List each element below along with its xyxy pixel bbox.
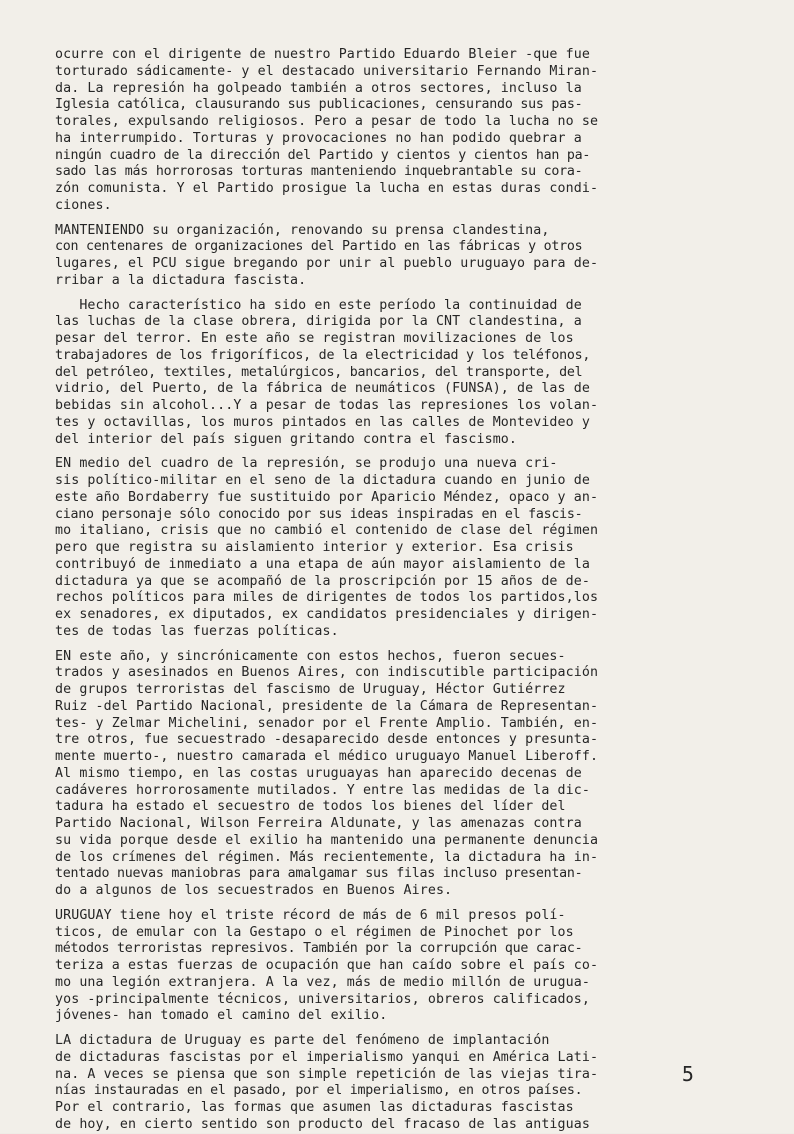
- paragraph: [55, 908, 770, 1025]
- text-line: vidrio, del Puerto, de la fábrica de neumáticos (FUNSA), de las de: [55, 381, 590, 397]
- text-line: Hecho característico ha sido en este período la continuidad de: [55, 297, 582, 313]
- paragraph: [55, 1033, 770, 1134]
- text-line: Ruiz -del Partido Nacional, presidente de la Cámara de Representan-: [55, 698, 599, 714]
- text-line: sis político-militar en el seno de la dictadura cuando en junio de: [55, 473, 590, 488]
- text-line: do a algunos de los secuestrados en Buenos Aires.: [55, 883, 453, 898]
- text-line: zón comunista. Y el Partido prosigue la lucha en estas duras condi-: [55, 181, 599, 196]
- text-line: da. La represión ha golpeado también a otros sectores, incluso la: [55, 80, 582, 96]
- paragraph: [55, 298, 770, 449]
- text-line: rribar a la dictadura fascista.: [55, 272, 307, 288]
- text-line: de grupos terroristas del fascismo de Uruguay, Héctor Gutiérrez: [55, 682, 566, 697]
- text-line: tes de todas las fuerzas políticas.: [55, 623, 339, 639]
- text-line: Iglesia católica, clausurando sus publicaciones, censurando sus pas-: [55, 97, 583, 113]
- text-line: bebidas sin alcohol...Y a pesar de todas las represiones los volan-: [55, 398, 599, 413]
- text-line: yos -principalmente técnicos, universitarios, obreros calificados,: [55, 991, 590, 1007]
- text-line: ocurre con el dirigente de nuestro Partido Eduardo Bleier -que fue: [55, 47, 590, 62]
- text-line: tre otros, fue secuestrado -desaparecido desde entonces y presunta-: [55, 732, 599, 748]
- text-line: mo una legión extranjera. A la vez, más de medio millón de urugua-: [55, 974, 590, 990]
- page-number: 5: [681, 1062, 694, 1086]
- text-line: EN medio del cuadro de la represión, se produjo una nueva cri-: [55, 456, 558, 472]
- text-line: torturado sádicamente- y el destacado universitario Fernando Miran-: [55, 63, 599, 79]
- text-line: ex senadores, ex diputados, ex candidatos presidenciales y dirigen-: [55, 607, 599, 622]
- paragraph: [55, 456, 770, 640]
- paragraph: [55, 47, 770, 215]
- text-line: tentado nuevas maniobras para amalgamar sus filas incluso presentan-: [55, 866, 583, 882]
- text-line: pesar del terror. En este año se registran movilizaciones de los: [55, 331, 574, 346]
- text-line: MANTENIENDO su organización, renovando su prensa clandestina,: [55, 222, 550, 238]
- text-line: este año Bordaberry fue sustituido por Aparicio Méndez, opaco y an-: [55, 489, 599, 505]
- text-line: rechos políticos para miles de dirigentes de todos los partidos,los: [55, 590, 599, 606]
- text-line: del petróleo, textiles, metalúrgicos, bancarios, del transporte, del: [55, 364, 583, 380]
- text-line: na. A veces se piensa que son simple repetición de las viejas tira-: [55, 1066, 599, 1082]
- text-line: EN este año, y sincrónicamente con estos hechos, fueron secues-: [55, 648, 566, 664]
- text-line: métodos terroristas represivos. También por la corrupción que carac-: [55, 941, 583, 957]
- text-line: Por el contrario, las formas que asumen las dictaduras fascistas: [55, 1100, 574, 1115]
- text-line: teriza a estas fuerzas de ocupación que han caído sobre el país co-: [55, 958, 599, 973]
- text-line: ticos, de emular con la Gestapo o el régimen de Pinochet por los: [55, 924, 574, 940]
- paragraph: [55, 223, 770, 290]
- text-line: del interior del país siguen gritando contra el fascismo.: [55, 431, 518, 447]
- text-line: Partido Nacional, Wilson Ferreira Aldunate, y las amenazas contra: [55, 816, 582, 831]
- text-line: Al mismo tiempo, en las costas uruguayas han aparecido decenas de: [55, 765, 582, 781]
- text-line: tadura ha estado el secuestro de todos los bienes del líder del: [55, 799, 566, 815]
- text-line: pero que registra su aislamiento interior y exterior. Esa crisis: [55, 540, 574, 555]
- text-line: mo italiano, crisis que no cambió el contenido de clase del régimen: [55, 523, 599, 539]
- text-line: dictadura ya que se acompañó de la proscripción por 15 años de de-: [55, 573, 590, 589]
- text-line: ningún cuadro de la dirección del Partido y cientos y cientos han pa-: [55, 147, 591, 163]
- text-line: sado las más horrorosas torturas manteniendo inquebrantable su cora-: [55, 164, 583, 180]
- body-text: [55, 47, 770, 1134]
- text-line: contribuyó de inmediato a una etapa de aún mayor aislamiento de la: [55, 556, 590, 572]
- text-line: trados y asesinados en Buenos Aires, con indiscutible participación: [55, 665, 599, 681]
- text-line: URUGUAY tiene hoy el triste récord de más de 6 mil presos polí-: [55, 907, 566, 923]
- text-line: jóvenes- han tomado el camino del exilio.: [55, 1008, 388, 1024]
- paragraph: [55, 649, 770, 900]
- text-line: su vida porque desde el exilio ha mantenido una permanente denuncia: [55, 832, 599, 848]
- text-line: mente muerto-, nuestro camarada el médico uruguayo Manuel Liberoff.: [55, 749, 599, 764]
- text-line: tes y octavillas, los muros pintados en las calles de Montevideo y: [55, 414, 590, 430]
- text-line: ciones.: [55, 197, 112, 213]
- text-line: lugares, el PCU sigue bregando por unir al pueblo uruguayo para de-: [55, 256, 599, 271]
- text-line: tes- y Zelmar Michelini, senador por el Frente Amplio. También, en-: [55, 715, 599, 731]
- text-line: nías instauradas en el pasado, por el imperialismo, en otros países.: [55, 1083, 583, 1099]
- text-line: de dictaduras fascistas por el imperialismo yanqui en América Lati-: [55, 1049, 599, 1065]
- text-line: las luchas de la clase obrera, dirigida por la CNT clandestina, a: [55, 314, 582, 330]
- text-line: ciano personaje sólo conocido por sus ideas inspiradas en el fascis-: [55, 506, 583, 522]
- text-line: trabajadores de los frigoríficos, de la electricidad y los teléfonos,: [55, 347, 591, 363]
- text-line: LA dictadura de Uruguay es parte del fenómeno de implantación: [55, 1033, 550, 1048]
- text-line: torales, expulsando religiosos. Pero a pesar de todo la lucha no se: [55, 114, 599, 129]
- text-line: de hoy, en cierto sentido son producto del fracaso de las antiguas: [55, 1116, 590, 1132]
- text-line: cadáveres horrorosamente mutilados. Y entre las medidas de la dic-: [55, 782, 590, 798]
- text-line: ha interrumpido. Torturas y provocaciones no han podido quebrar a: [55, 130, 582, 146]
- text-line: con centenares de organizaciones del Partido en las fábricas y otros: [55, 239, 583, 255]
- text-line: de los crímenes del régimen. Más recientemente, la dictadura ha in-: [55, 849, 599, 865]
